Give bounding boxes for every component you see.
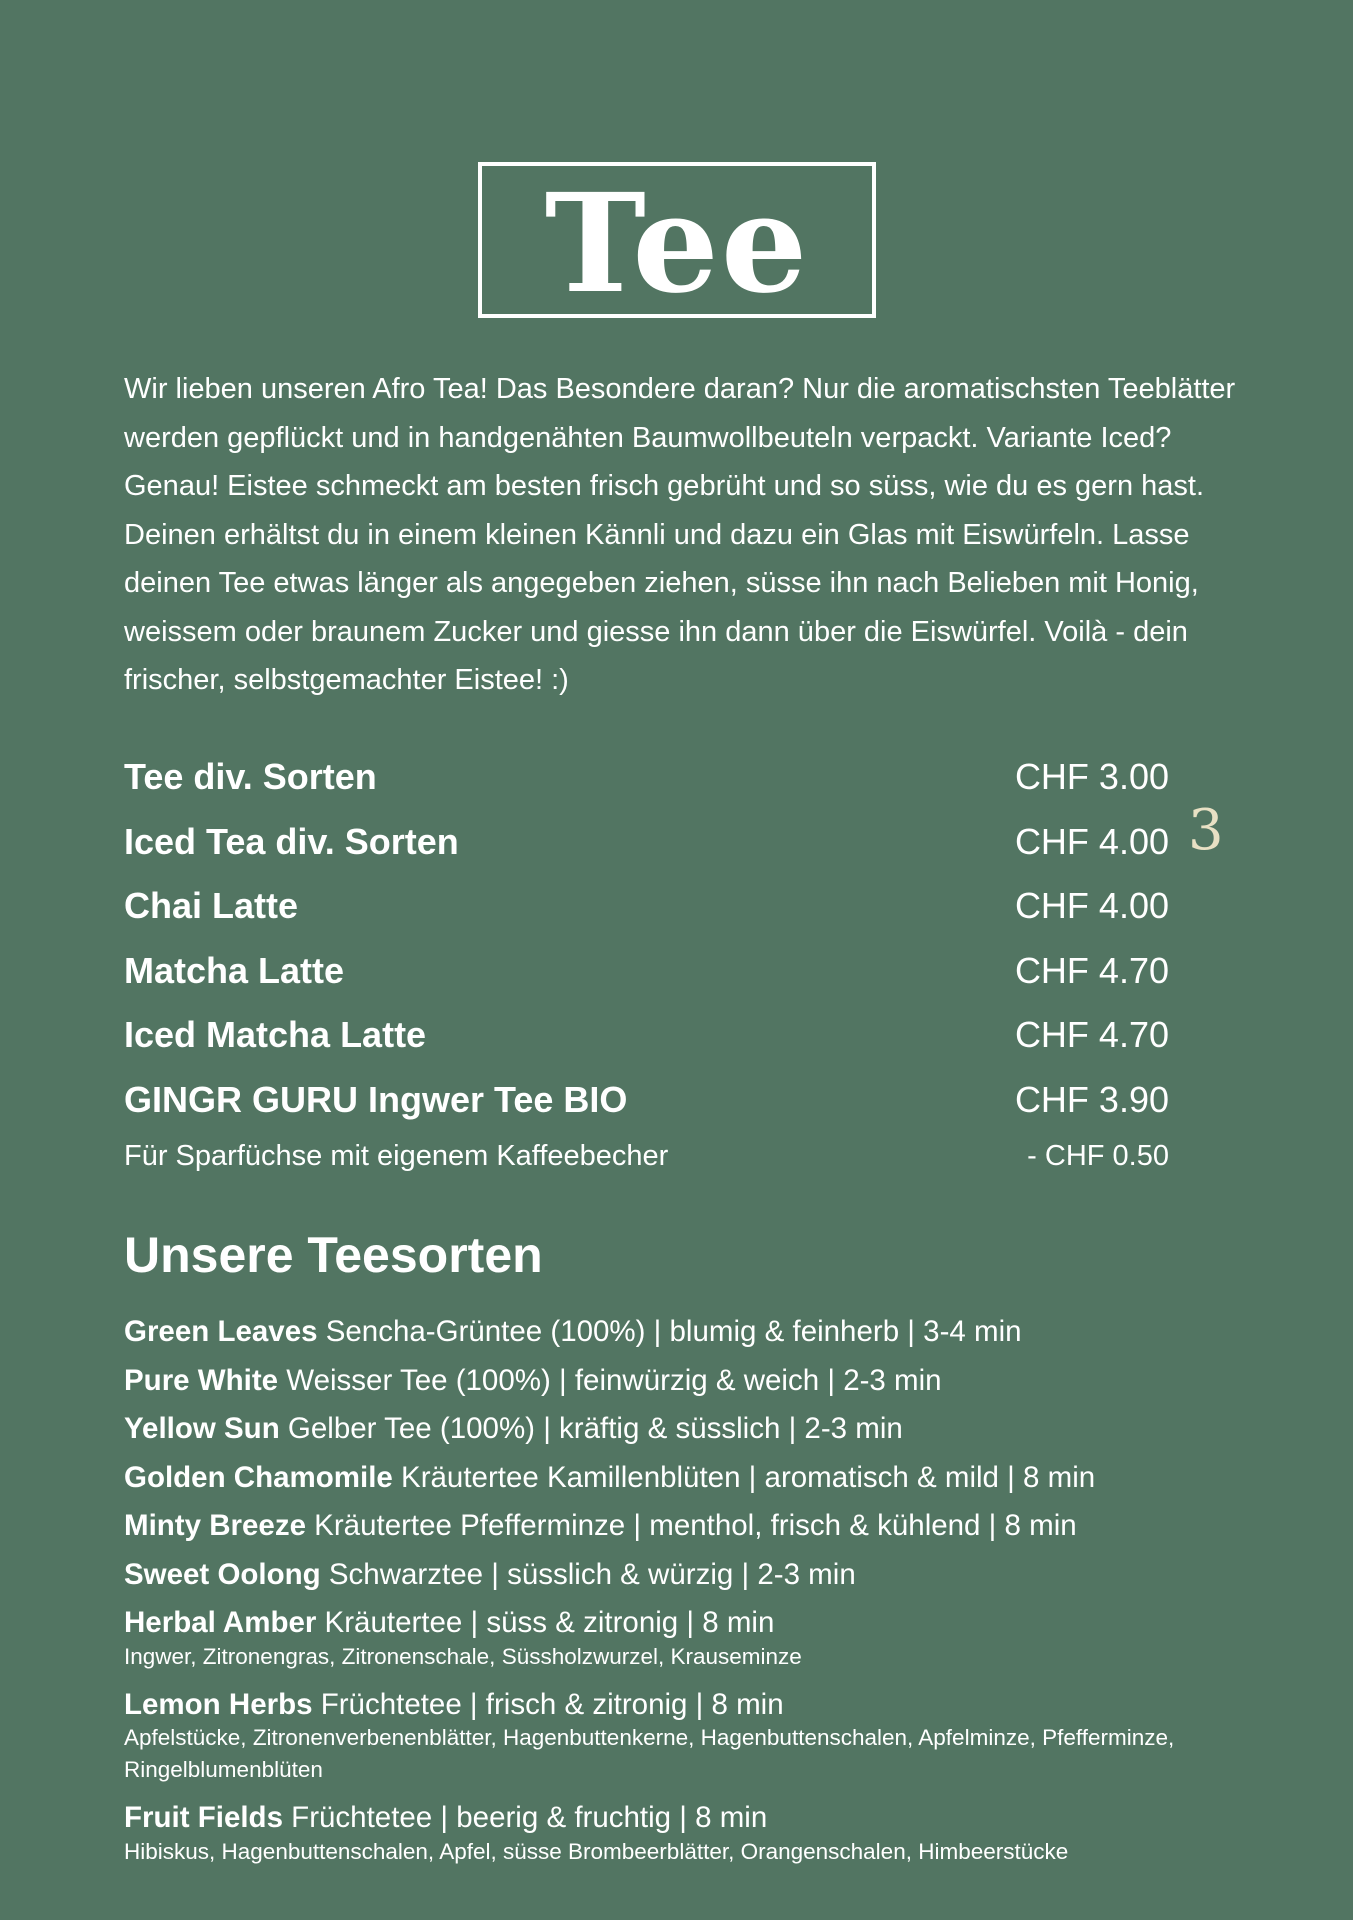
item-price: CHF 3.00 xyxy=(1014,756,1169,798)
tea-name: Golden Chamomile xyxy=(124,1460,393,1494)
tea-description: Weisser Tee (100%) | feinwürzig & weich | 2-3 min xyxy=(278,1363,942,1397)
tea-description: Schwarztee | süsslich & würzig | 2-3 min xyxy=(320,1557,856,1591)
tea-description: Früchtetee | frisch & zitronig | 8 min xyxy=(312,1687,784,1721)
item-price: CHF 4.00 xyxy=(1014,820,1169,862)
item-price: CHF 4.70 xyxy=(1014,1014,1169,1056)
tea-description: Früchtetee | beerig & fruchtig | 8 min xyxy=(282,1801,768,1834)
tea-item xyxy=(124,1405,1324,1454)
page-title: Tee xyxy=(544,164,810,324)
price-row xyxy=(124,874,1169,939)
tea-ingredients: Hibiskus, Hagenbuttenschalen, Apfel, süsse Brombeerblätter, Orangenschalen, Himbeerstücke xyxy=(124,1838,1069,1864)
tea-item xyxy=(124,1357,1324,1406)
tea-item xyxy=(124,1502,1324,1551)
price-row xyxy=(124,745,1169,810)
item-name: Iced Matcha Latte xyxy=(124,1014,427,1056)
discount-row xyxy=(124,1140,1169,1173)
tea-name: Green Leaves xyxy=(124,1315,318,1348)
tea-name: Minty Breeze xyxy=(124,1509,306,1542)
tea-item xyxy=(124,1308,1324,1357)
teas-heading: Unsere Teesorten xyxy=(124,1227,543,1283)
price-row xyxy=(124,1003,1169,1068)
tea-description: Kräutertee | süss & zitronig | 8 min xyxy=(316,1606,775,1639)
price-row xyxy=(124,939,1169,1004)
tea-item xyxy=(124,1551,1324,1600)
page-number: 3 xyxy=(1188,798,1224,863)
tea-name: Yellow Sun xyxy=(124,1412,280,1445)
tea-ingredients: Ingwer, Zitronengras, Zitronenschale, Süssholzwurzel, Krauseminze xyxy=(124,1643,802,1669)
tea-list xyxy=(124,1308,1324,1876)
tea-ingredients: Apfelstücke, Zitronenverbenenblätter, Hagenbuttenkerne, Hagenbuttenschalen, Apfelminze, Pfefferminze, Ringelblumenblüten xyxy=(124,1725,1175,1782)
tea-name: Fruit Fields xyxy=(124,1801,283,1834)
tea-item xyxy=(124,1454,1324,1503)
item-price: CHF 3.90 xyxy=(1014,1078,1169,1120)
price-row xyxy=(124,810,1169,875)
item-price: CHF 4.00 xyxy=(1014,885,1169,927)
item-name: Matcha Latte xyxy=(124,949,345,991)
item-name: GINGR GURU Ingwer Tee BIO xyxy=(124,1078,628,1120)
price-list xyxy=(124,745,1169,1173)
tea-name: Lemon Herbs xyxy=(124,1687,313,1721)
discount-value: - CHF 0.50 xyxy=(1027,1140,1169,1172)
tea-description: Kräutertee Kamillenblüten | aromatisch & mild | 8 min xyxy=(392,1460,1096,1494)
tea-description: Gelber Tee (100%) | kräftig & süsslich | 2-3 min xyxy=(279,1412,903,1445)
tea-name: Herbal Amber xyxy=(124,1606,317,1639)
discount-label: Für Sparfüchse mit eigenem Kaffeebecher xyxy=(124,1140,669,1172)
tea-name: Pure White xyxy=(124,1363,279,1397)
tea-description: Sencha-Grüntee (100%) | blumig & feinherb | 3-4 min xyxy=(317,1315,1022,1348)
tea-description: Kräutertee Pfefferminze | menthol, frisch & kühlend | 8 min xyxy=(305,1509,1077,1542)
price-row xyxy=(124,1068,1169,1133)
title-box xyxy=(478,162,876,324)
item-name: Chai Latte xyxy=(124,885,299,927)
intro-text: Wir lieben unseren Afro Tea! Das Besondere daran? Nur die aromatischsten Teeblätter werden gepflückt und in handgenähten Baumwollbeuteln verpackt. Variante Iced? Genau! Eistee schmeckt am besten frisch gebrüht und so süss, wie du es gern hast. Deinen erhältst du in einem kleinen Kännli und dazu ein Glas mit Eiswürfeln. Lasse deinen Tee etwas länger als angegeben ziehen, süsse ihn nach Belieben mit Honig, weissem oder braunem Zucker und giesse ihn dann über die Eiswürfel. Voilà - dein frischer, selbstgemachter Eistee! :) xyxy=(124,373,1236,696)
tea-name: Sweet Oolong xyxy=(124,1557,321,1591)
item-name: Iced Tea div. Sorten xyxy=(124,820,459,862)
item-price: CHF 4.70 xyxy=(1014,949,1169,991)
item-name: Tee div. Sorten xyxy=(124,756,377,798)
